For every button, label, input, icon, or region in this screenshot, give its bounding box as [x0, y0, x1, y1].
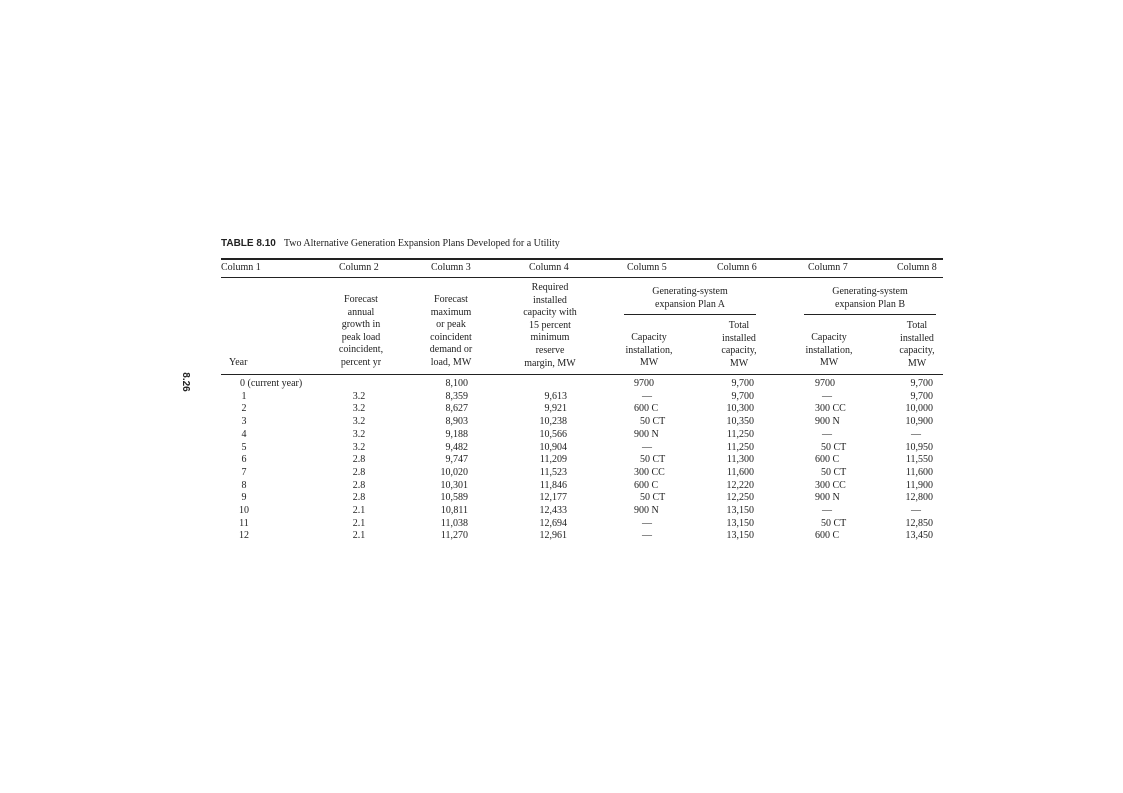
table-cell: 900 N — [634, 428, 659, 440]
table-cell: 50 CT — [821, 441, 847, 453]
table-cell: 9,188 — [445, 428, 468, 440]
table-number: TABLE 8.10 — [221, 238, 276, 249]
table-cell: 6 — [241, 454, 247, 466]
table-cell: 600 C — [634, 403, 659, 415]
table-cell: 3.2 — [352, 428, 366, 440]
table-cell: 3 — [241, 416, 247, 428]
table-cell: 10,301 — [440, 479, 468, 491]
header-line: capacity, — [721, 345, 757, 357]
table-cell: — — [822, 390, 832, 402]
table-row — [0, 442, 1123, 455]
plan-a-header — [624, 286, 756, 311]
plan-b-rule — [804, 314, 936, 315]
table-cell: 1 — [241, 390, 247, 402]
table-cell: 10,020 — [440, 466, 468, 478]
table-cell: 10,950 — [905, 441, 933, 453]
header-line: maximum — [430, 306, 472, 318]
header-line: load, MW — [430, 356, 472, 368]
table-cell: 10,000 — [905, 403, 933, 415]
plan-b-header-line: Generating-system — [832, 286, 908, 297]
column-number-4: Column 4 — [529, 262, 569, 273]
table-cell: 8,627 — [445, 403, 468, 415]
demand-header — [416, 294, 486, 370]
table-cell: 11,250 — [726, 428, 754, 440]
table-cell: 12,694 — [539, 517, 567, 529]
table-cell: — — [822, 505, 832, 516]
table-cell: 11,523 — [539, 466, 567, 478]
top-rule — [221, 258, 943, 260]
table-caption — [221, 238, 560, 249]
plan-b-total-header — [884, 320, 950, 370]
table-cell: 11,300 — [726, 454, 754, 466]
header-line: MW — [729, 357, 749, 369]
table-cell: 8,359 — [445, 390, 468, 402]
table-cell: 10 — [239, 505, 249, 516]
table-cell: 2.8 — [352, 492, 366, 504]
table-cell: 10,904 — [539, 441, 567, 453]
table-cell: 9,482 — [445, 441, 468, 453]
header-rule — [221, 277, 943, 278]
page-number: 8.26 — [180, 372, 192, 392]
table-cell: 9,700 — [910, 378, 933, 389]
table-row — [0, 467, 1123, 480]
table-cell: — — [911, 505, 921, 516]
table-cell: 11,250 — [726, 441, 754, 453]
table-cell: 12 — [239, 530, 249, 542]
header-line: growth in — [341, 319, 381, 331]
header-line: Capacity — [631, 332, 667, 343]
header-line: MW — [907, 357, 927, 369]
table-cell: 11,038 — [440, 517, 468, 529]
table-cell: 10,566 — [539, 428, 567, 440]
table-title: Two Alternative Generation Expansion Plans Developed for a Utility — [283, 238, 560, 249]
plan-a-rule — [624, 314, 756, 315]
table-cell: 12,961 — [539, 530, 567, 542]
table-row — [0, 480, 1123, 493]
column-number-2: Column 2 — [339, 262, 379, 273]
table-cell: 9,921 — [544, 403, 567, 415]
table-cell: 900 N — [634, 505, 659, 516]
table-cell: 13,450 — [905, 530, 933, 542]
table-cell: 8,100 — [445, 378, 468, 389]
plan-b-installation-header — [794, 332, 864, 370]
header-line: Capacity — [811, 332, 847, 343]
column-number-7: Column 7 — [808, 262, 848, 273]
table-row — [0, 492, 1123, 505]
plan-b-header-line: expansion Plan B — [835, 298, 905, 310]
header-line: installed — [533, 294, 567, 306]
header-line: capacity with — [523, 307, 577, 319]
header-line: installed — [722, 332, 756, 344]
table-cell: — — [642, 530, 652, 542]
table-row — [0, 518, 1123, 531]
table-cell: 300 CC — [634, 466, 665, 478]
table-cell: — — [642, 517, 652, 529]
table-cell: 2 — [241, 403, 247, 415]
header-line: installation, — [805, 344, 853, 356]
header-line: MW — [819, 357, 839, 369]
table-cell: 50 CT — [640, 454, 666, 466]
table-cell: 11 — [239, 517, 249, 529]
table-cell: 5 — [241, 441, 247, 453]
table-cell: 3.2 — [352, 416, 366, 428]
header-line: installed — [900, 332, 934, 344]
header-line: Total — [728, 320, 750, 331]
header-line: or peak — [436, 319, 466, 331]
table-cell: 13,150 — [726, 530, 754, 542]
table-cell: 300 CC — [815, 479, 846, 491]
table-cell: 12,250 — [726, 492, 754, 504]
table-cell: 9,700 — [731, 378, 754, 389]
plan-b-header — [804, 286, 936, 311]
table-cell: 3.2 — [352, 403, 366, 415]
table-cell: 3.2 — [352, 390, 366, 402]
growth-header — [326, 294, 396, 370]
table-cell: 9,747 — [445, 454, 468, 466]
column-number-5: Column 5 — [627, 262, 667, 273]
column-number-6: Column 6 — [717, 262, 757, 273]
table-cell: 10,811 — [440, 505, 468, 516]
header-line: margin, MW — [524, 357, 576, 369]
column-number-3: Column 3 — [431, 262, 471, 273]
table-cell: 13,150 — [726, 517, 754, 529]
table-cell: 50 CT — [821, 466, 847, 478]
table-cell: 50 CT — [821, 517, 847, 529]
table-cell: 11,550 — [905, 454, 933, 466]
table-cell: 11,600 — [905, 466, 933, 478]
table-cell: 50 CT — [640, 492, 666, 504]
table-cell: 12,850 — [905, 517, 933, 529]
table-cell: 11,270 — [440, 530, 468, 542]
table-cell: 13,150 — [726, 505, 754, 516]
table-cell: 9,700 — [910, 390, 933, 402]
table-cell: — — [642, 441, 652, 453]
table-cell: 8,903 — [445, 416, 468, 428]
table-cell: 900 N — [815, 492, 840, 504]
header-line: annual — [347, 306, 375, 318]
plan-a-header-line: Generating-system — [652, 286, 728, 297]
table-cell: 9 — [241, 492, 247, 504]
table-cell: 600 C — [815, 530, 840, 542]
header-line: MW — [639, 357, 659, 369]
table-cell: 3.2 — [352, 441, 366, 453]
table-cell: 2.1 — [352, 530, 366, 542]
table-cell: 2.1 — [352, 517, 366, 529]
table-cell: 11,600 — [726, 466, 754, 478]
table-cell: 9700 — [634, 378, 654, 389]
table-cell: 12,177 — [539, 492, 567, 504]
table-cell: 10,900 — [905, 416, 933, 428]
table-cell: 50 CT — [640, 416, 666, 428]
header-line: installation, — [625, 344, 673, 356]
header-line: coincident — [430, 331, 472, 343]
header-line: Required — [531, 282, 569, 293]
header-line: Forecast — [434, 294, 468, 305]
header-line: reserve — [535, 344, 565, 356]
header-line: Total — [906, 320, 928, 331]
table-cell: 10,238 — [539, 416, 567, 428]
table-row — [0, 454, 1123, 467]
table-cell: 7 — [241, 466, 247, 478]
table-cell: 300 CC — [815, 403, 846, 415]
table-cell: 0 (current year) — [240, 378, 303, 389]
table-row — [0, 378, 1123, 391]
header-line: demand or — [429, 344, 473, 356]
table-cell: 11,846 — [539, 479, 567, 491]
table-cell: — — [911, 428, 921, 440]
header-line: capacity, — [899, 345, 935, 357]
plan-a-installation-header — [614, 332, 684, 370]
header-line: minimum — [530, 332, 570, 344]
table-cell: 600 C — [815, 454, 840, 466]
table-cell: 11,900 — [905, 479, 933, 491]
table-row — [0, 505, 1123, 518]
table-cell: 2.8 — [352, 466, 366, 478]
plan-a-header-line: expansion Plan A — [655, 298, 725, 310]
column-number-1: Column 1 — [221, 262, 261, 273]
table-cell: 2.1 — [352, 505, 366, 516]
table-cell: 9,613 — [544, 390, 567, 402]
table-cell: 10,589 — [440, 492, 468, 504]
table-cell: 9,700 — [731, 390, 754, 402]
table-cell: 12,433 — [539, 505, 567, 516]
table-cell: — — [822, 428, 832, 440]
table-row — [0, 416, 1123, 429]
header-line: coincident, — [338, 344, 384, 356]
table-row — [0, 391, 1123, 404]
table-cell: 12,220 — [726, 479, 754, 491]
table-cell: 2.8 — [352, 479, 366, 491]
required-capacity-header — [510, 282, 590, 370]
table-cell: 600 C — [634, 479, 659, 491]
header-line: 15 percent — [529, 319, 571, 331]
table-row — [0, 429, 1123, 442]
table-cell: 900 N — [815, 416, 840, 428]
header-line: Forecast — [344, 294, 378, 305]
plan-a-total-header — [706, 320, 772, 370]
table-cell: 10,350 — [726, 416, 754, 428]
table-row — [0, 530, 1123, 543]
table-cell: 8 — [241, 479, 247, 491]
table-cell: 9700 — [815, 378, 835, 389]
table-cell: 10,300 — [726, 403, 754, 415]
header-line: peak load — [341, 331, 381, 343]
table-cell: — — [642, 390, 652, 402]
table-cell: 4 — [241, 428, 247, 440]
table-cell: 2.8 — [352, 454, 366, 466]
table-cell: 11,209 — [539, 454, 567, 466]
table-cell: 12,800 — [905, 492, 933, 504]
body-rule — [221, 374, 943, 375]
header-line: percent yr — [340, 356, 382, 368]
table-row — [0, 403, 1123, 416]
year-header: Year — [229, 357, 248, 368]
column-number-8: Column 8 — [897, 262, 937, 273]
